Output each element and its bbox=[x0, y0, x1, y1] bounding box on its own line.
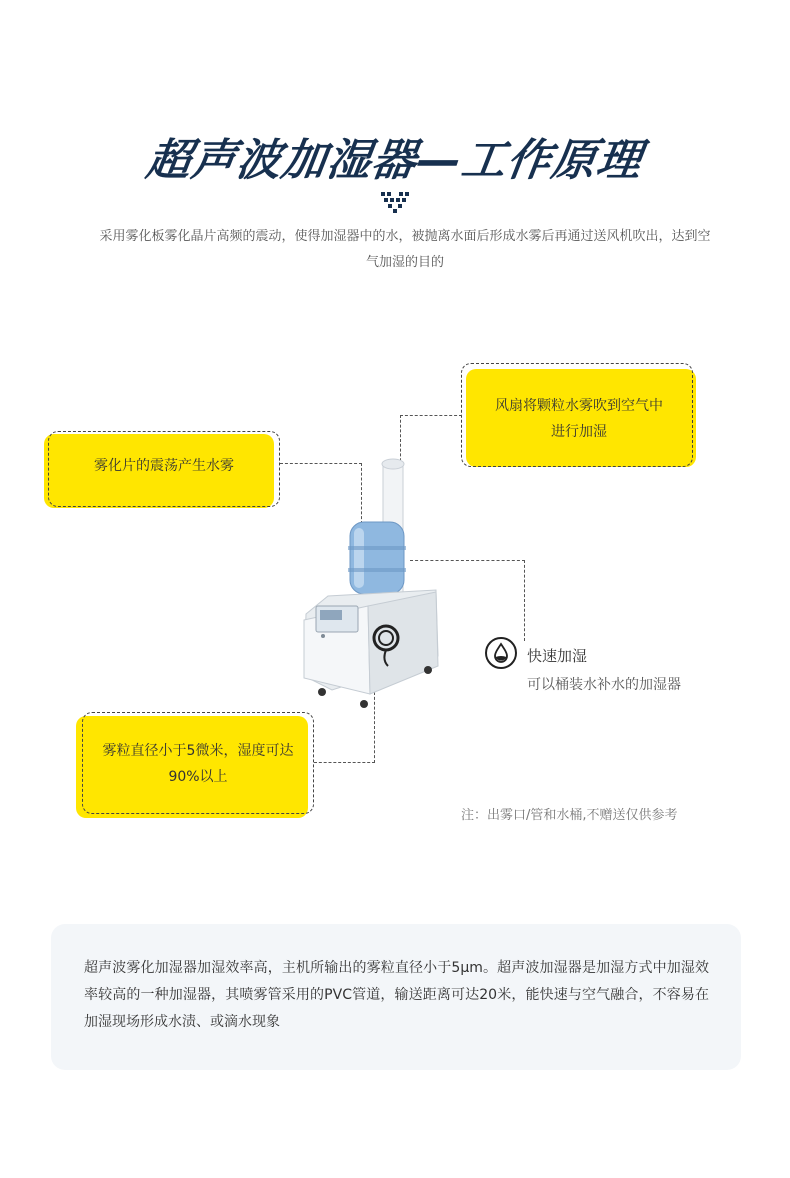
chevron-down-icon bbox=[379, 190, 411, 214]
intro-text: 采用雾化板雾化晶片高频的震动，使得加湿器中的水，被抛离水面后形成水雾后再通过送风机吹出，达到空气加湿的目的 bbox=[99, 229, 711, 270]
callout-particle bbox=[76, 712, 314, 820]
callout-atomizer-text: 雾化片的震荡产生水雾 bbox=[94, 458, 234, 474]
humidifier-image bbox=[298, 456, 448, 716]
note-text: 注：出雾口/管和水桶,不赠送仅供参考 bbox=[461, 808, 678, 823]
callout-fan bbox=[461, 363, 697, 471]
page-title: 超声波加湿器—工作原理 bbox=[143, 135, 646, 186]
callout-atomizer bbox=[44, 431, 280, 511]
feature-title: 快速加湿 bbox=[527, 647, 588, 665]
water-drop-icon bbox=[484, 636, 518, 670]
summary-text: 超声波雾化加湿器加湿效率高，主机所输出的雾粒直径小于5μm。超声波加湿器是加湿方式中加湿效率较高的一种加湿器，其喷雾管采用的PVC管道，输送距离可达20米，能快速与空气融合，不容易在加湿现场形成水渍、或滴水现象 bbox=[84, 960, 709, 1030]
feature-description: 可以桶装水补水的加湿器 bbox=[527, 677, 681, 693]
callout-particle-text: 雾粒直径小于5微米，湿度可达90%以上 bbox=[102, 743, 294, 785]
callout-fan-text: 风扇将颗粒水雾吹到空气中进行加湿 bbox=[495, 398, 663, 440]
